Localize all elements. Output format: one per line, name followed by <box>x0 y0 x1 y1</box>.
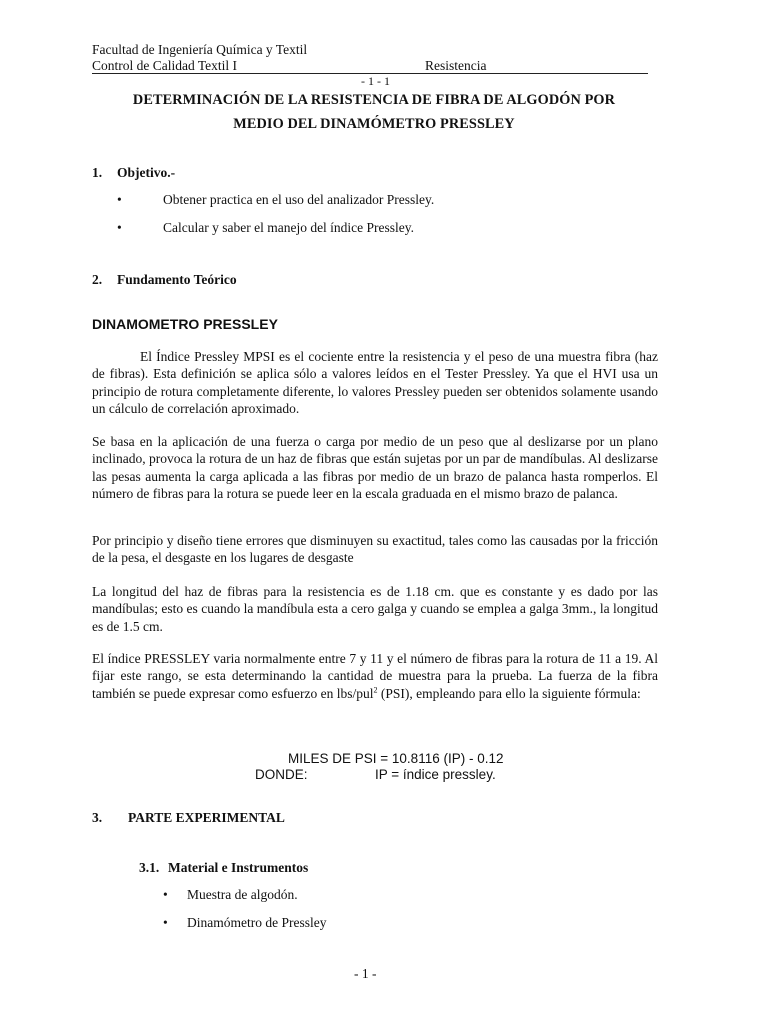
superscript-2: 2 <box>373 685 378 695</box>
paragraph-4 <box>92 583 658 635</box>
bullet-icon: • <box>117 192 122 207</box>
formula: MILES DE PSI = 10.8116 (IP) - 0.12 <box>288 751 504 766</box>
subsection-3-1-heading: Material e Instrumentos <box>168 860 309 875</box>
header-faculty: Facultad de Ingeniería Química y Textil <box>92 42 308 57</box>
paragraph-5-text <box>92 650 658 702</box>
paragraph-2-text: Se basa en la aplicación de una fuerza o carga por medio de un peso que al deslizarse por un plano inclinado, provoca la rotura de un haz de fibras que están sujetas por un par de mandíbulas. Al deslizarse las pesas aumenta la carga aplicada a las fibras por medio de un brazo de palanca hasta romperlos. El número de fibras para la rotura se puede leer en la escala graduada en el mismo brazo de palanca. <box>92 434 658 502</box>
paragraph-2 <box>92 433 658 503</box>
bullet-icon: • <box>163 887 168 902</box>
header-page-mark: - 1 - 1 <box>361 74 390 88</box>
section-2-heading: Fundamento Teórico <box>117 272 237 287</box>
title-line-1: DETERMINACIÓN DE LA RESISTENCIA DE FIBRA DE ALGODÓN POR <box>132 92 616 108</box>
page-number: - 1 - <box>354 966 377 981</box>
paragraph-5-part-b: (PSI), empleando para ello la siguiente fórmula: <box>377 685 641 701</box>
paragraph-5-part-a: El índice PRESSLEY varia normalmente entre 7 y 11 y el número de fibras para la rotura de 11 a 19. Al fijar este rango, se esta determinando la cantidad de muestra para la prueba. La fuerza de la fibra también se puede expresar como esfuerzo en lbs/pul <box>92 651 658 701</box>
section-3-number: 3. <box>92 810 103 825</box>
section-3-heading: PARTE EXPERIMENTAL <box>128 810 285 825</box>
subheading-dinamometro: DINAMOMETRO PRESSLEY <box>92 316 278 332</box>
bullet-icon: • <box>163 915 168 930</box>
paragraph-5 <box>92 650 658 702</box>
header-course: Control de Calidad Textil I <box>92 58 238 73</box>
objective-item-1: Obtener practica en el uso del analizador Pressley. <box>163 192 435 207</box>
paragraph-1 <box>92 348 658 418</box>
subsection-3-1-number: 3.1. <box>139 860 160 875</box>
section-2-number: 2. <box>92 272 103 287</box>
paragraph-3-text: Por principio y diseño tiene errores que disminuyen su exactitud, tales como las causadas por la fricción de la pesa, el desgaste en los lugares de desgaste <box>92 533 658 566</box>
objective-item-2: Calcular y saber el manejo del índice Pressley. <box>163 220 415 235</box>
material-item-2: Dinamómetro de Pressley <box>187 915 327 930</box>
paragraph-1-text: El Índice Pressley MPSI es el cociente entre la resistencia y el peso de una muestra fibra (haz de fibras). Esta definición se aplica sólo a valores leídos en el Tester Pressley. Ya que el HVI usa un principio de rotura completamente diferente, lo valores Pressley pueden ser obtenidos solamente usando un cálculo de correlación aproximado. <box>92 349 658 417</box>
formula-where-definition: IP = índice pressley. <box>375 767 496 782</box>
formula-where-label: DONDE: <box>255 767 308 782</box>
paragraph-3 <box>92 532 658 567</box>
header-topic: Resistencia <box>425 58 487 73</box>
section-1-heading: Objetivo.- <box>117 165 176 180</box>
section-1-number: 1. <box>92 165 103 180</box>
title-line-2: MEDIO DEL DINAMÓMETRO PRESSLEY <box>233 116 515 132</box>
bullet-icon: • <box>117 220 122 235</box>
material-item-1: Muestra de algodón. <box>187 887 298 902</box>
paragraph-4-text: La longitud del haz de fibras para la resistencia es de 1.18 cm. que es constante y es dado por las mandíbulas; esto es cuando la mandíbula esta a cero galga y cuando se emplea a galga 3mm., la longitud es de 1.5 cm. <box>92 584 658 634</box>
